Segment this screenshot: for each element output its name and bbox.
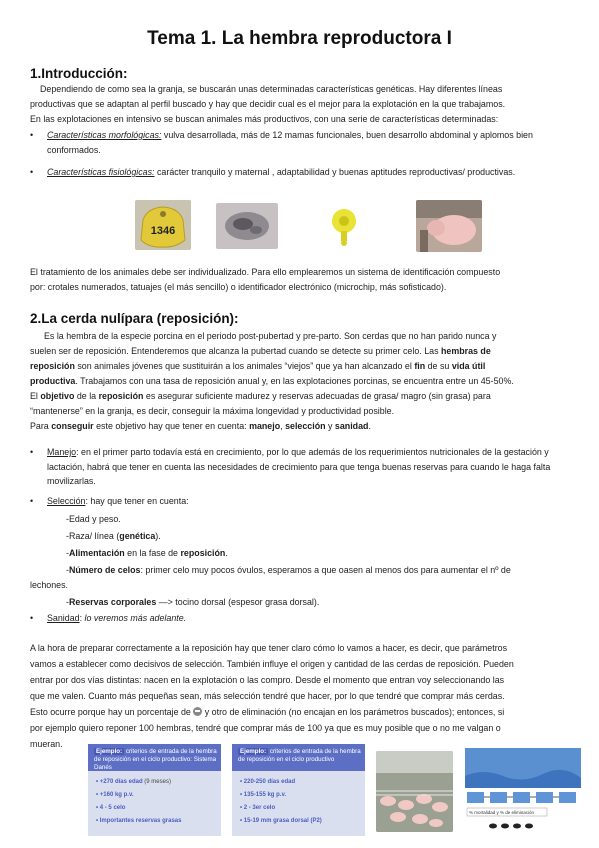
bullet-dot: • xyxy=(30,167,34,177)
term-fisiologicas: Características fisiológicas: xyxy=(47,167,155,177)
card-criterion: • 15-19 mm grasa dorsal (P2) xyxy=(240,818,322,824)
card-tag: Ejemplo: xyxy=(96,748,123,755)
bullet-dot: • xyxy=(30,496,34,506)
s2-line-1: Es la hembra de la especie porcina en el periodo post-pubertad y pre-parto. Son cerdas que no han parido nunca y xyxy=(44,331,497,341)
prep-line-4: que me valen. Cuanto más pequeñas sean, más selección tendré que hacer, por lo que tendré que comprar más cerdas. xyxy=(30,691,505,701)
card-criterion: • 135-155 kg p.v. xyxy=(240,792,287,798)
card-criterion: • Importantes reservas grasas xyxy=(96,818,182,824)
identification-line-1: El tratamiento de los animales debe ser individualizado. Para ello emplearemos un sistema de identificación compuesto xyxy=(30,267,501,277)
example-card-danish xyxy=(88,744,221,836)
sel-item-reservas: -Reservas corporales —> tocino dorsal (espesor grasa dorsal). xyxy=(66,597,320,607)
card-criterion: • +270 días edad (9 meses) xyxy=(96,779,171,785)
term-sanidad: Sanidad xyxy=(47,613,80,623)
bullet-dot: • xyxy=(30,613,34,623)
s2-line-6: “mantenerse” en la granja, es decir, conseguir la máxima longevidad y productividad posible. xyxy=(30,406,395,416)
card-heading: criterios de entrada de la hembra de reposición en el ciclo productivo xyxy=(238,748,361,763)
sel-item-celos-cont: lechones. xyxy=(30,580,68,590)
skull-icon xyxy=(193,707,202,716)
tattoo-photo xyxy=(216,203,278,249)
pig-photo xyxy=(416,200,482,252)
card-criteria-list xyxy=(240,776,322,828)
document-page: Tema 1. La hembra reproductora I 1.Introducción: Dependiendo de como sea la granja, se buscarán unas determinadas características genéticas. Hay diferentes líneas productivas que se adaptan al perfil buscado y hay que decidir cual es el mejor para la explotación en la que trabajamos. En las explotaciones en intensivo se buscan animales más productivos, con una serie de características determinadas: • Características morfológicas: vulva desarrollada, más de 12 mamas funcionales, buen desarrollo abdominal y aplomos bien conformados. • Características fisiológicas: carácter tranquilo y maternal , adaptabilidad y buenas aptitudes reproductivas/ productivas. 1346 El tratamiento de los animales debe ser individualizado. Para ello emplearemos un sistema de identificación compuesto por: crotales numerados, tatuajes (el más sencillo) o identificador electrónico (microchip, más sofisticado). 2.La cerda nulípara (reposición): Es la hembra de la especie porcina en el periodo post-pubertad y pre-parto. Son cerdas que no han parido nunca y suelen ser de reposición. Entenderemos que alcanza la pubertad cuando se detecte su primer celo. Las hembras de reposición son animales jóvenes que sustituirán a los animales “viejos” que ya han alcanzado el fin de su vida útil productiva. Trabajamos con una tasa de reposición anual y, en las explotaciones porcinas, se encuentra entre un 45-50%. El objetivo de la reposición es asegurar suficiente madurez y reservas adecuadas de grasa/ magro (sin grasa) para “mantenerse” en la granja, es decir, conseguir la máxima longevidad y productividad posible. Para conseguir este objetivo hay que tener en cuenta: manejo, selección y sanidad. • Manejo: en el primer parto todavía está en crecimiento, por lo que además de los requerimientos nutricionales de la gestación y lactación, habrá que tener en cuenta las necesidades de crecimiento para que tenga buenas reservas para cuando le haga falta movilizarlas. • Selección: hay que tener en cuenta: -Edad y peso. -Raza/ línea (genética). -Alimentación en la fase de reposición. -Número de celos: primer celo muy pocos óvulos, esperamos a que oasen al menos dos para aumentar el nº de lechones. -Reservas corporales —> tocino dorsal (espesor grasa dorsal). • Sanidad: lo veremos más adelante. A la hora de preparar correctamente a la reposición hay que tener claro cómo lo vamos a hacer, es decir, que parámetros vamos a establecer como decisivos de selección. También influye el origen y cantidad de las cerdas de reposición. Pueden entrar por dos vías distintas: nacen en la explotación o las compro. Desde el momento que entran voy seleccionando las que me valen. Cuanto más pequeñas sean, más selección tendré que hacer, por lo que tendré que comprar más cerdas. Esto ocurre porque hay un porcentaje de y otro de eliminación (no encajan en los parámetros buscados); entonces, si por ejemplo quiero reponer 100 hembras, tendré que comprar más de 100 ya que es muy posible que o no me valgan o mueran. Ejemplo: criterios de entrada de la hembra de reposición en el ciclo productivo: Sistema Danés • +270 días edad (9 meses) • +160 kg p.v. • 4 - 5 celo • Importantes reservas grasas Ejemplo: criterios de entrada de la hembra de reposición en el ciclo productivo • 220-250 días edad • 135-155 kg p.v. • 2 - 3er celo • 15-19 mm grasa dorsal (P2) % mortalidad y % de eliminación xyxy=(0,0,599,848)
text-fisiologicas: carácter tranquilo y maternal , adaptabilidad y buenas aptitudes reproductivas/ productivas. xyxy=(154,167,516,177)
page-title: Tema 1. La hembra reproductora I xyxy=(147,28,452,49)
ear-tag-photo xyxy=(135,200,191,250)
electronic-tag-photo xyxy=(322,203,366,247)
text-seleccion: : hay que tener en cuenta: xyxy=(85,496,189,506)
card-criterion: • +160 kg p.v. xyxy=(96,792,134,798)
term-seleccion: Selección xyxy=(47,496,86,506)
sel-item-edad: -Edad y peso. xyxy=(66,514,121,524)
card-tag: Ejemplo: xyxy=(240,748,267,755)
s2-line-7: Para conseguir este objetivo hay que tener en cuenta: manejo, selección y sanidad. xyxy=(30,421,371,431)
term-manejo: Manejo xyxy=(47,447,77,457)
s2-line-2: suelen ser de reposición. Entenderemos que alcanza la pubertad cuando se detecte su primer celo. Las hembras de xyxy=(30,346,491,356)
card-criterion: • 220-250 días edad xyxy=(240,779,296,785)
bullet-dot: • xyxy=(30,130,34,140)
term-morfologicas: Características morfológicas: xyxy=(47,130,162,140)
sel-item-alimentacion: -Alimentación en la fase de reposición. xyxy=(66,548,228,558)
replacement-flow-diagram xyxy=(463,746,583,834)
prep-line-1: A la hora de preparar correctamente a la reposición hay que tener claro cómo lo vamos a hacer, es decir, que parámetros xyxy=(30,643,508,653)
card-criterion: • 2 - 3er celo xyxy=(240,805,276,811)
s2-line-3: reposición son animales jóvenes que sustituirán a los animales “viejos” que ya han alcanzado el fin de su vida útil xyxy=(30,361,486,371)
s2-line-4: productiva. Trabajamos con una tasa de reposición anual y, en las explotaciones porcinas, se encuentra entre un 45-50%. xyxy=(30,376,514,386)
intro-line-3: En las explotaciones en intensivo se buscan animales más productivos, con una serie de características determinadas: xyxy=(30,114,499,124)
diagram-caption: % mortalidad y % de eliminación xyxy=(469,810,535,815)
section-1-heading: 1.Introducción: xyxy=(30,66,128,81)
intro-line-1: Dependiendo de como sea la granja, se buscarán unas determinadas características genéticas. Hay diferentes líneas xyxy=(40,84,503,94)
prep-line-5: Esto ocurre porque hay un porcentaje de y otro de eliminación (no encajan en los parámetros buscados); entonces, si xyxy=(30,707,505,717)
sel-item-celos: -Número de celos: primer celo muy pocos óvulos, esperamos a que oasen al menos dos para aumentar el nº de xyxy=(66,565,511,575)
text-manejo: : en el primer parto todavía está en crecimiento, por lo que además de los requerimientos nutricionales de la gestación y lactación, habrá que tener en cuenta las necesidades de crecimiento para que tenga buenas reservas para cuando le haga falta movilizarlas. xyxy=(47,447,551,487)
card-criterion: • 4 - 5 celo xyxy=(96,805,126,811)
barn-photo xyxy=(376,751,453,832)
section-2-heading: 2.La cerda nulípara (reposición): xyxy=(30,311,239,326)
s2-line-5: El objetivo de la reposición es asegurar suficiente madurez y reservas adecuadas de grasa/ magro (sin grasa) para xyxy=(30,391,491,401)
bullet-dot: • xyxy=(30,447,34,457)
prep-line-6: por ejemplo quiero reponer 100 hembras, tendré que comprar más de 100 ya que es muy posible que o no me valgan o xyxy=(30,723,501,733)
text-sanidad: lo veremos más adelante. xyxy=(84,613,187,623)
card-heading: criterios de entrada de la hembra de reposición en el ciclo productivo: Sistema Danés xyxy=(94,748,217,771)
prep-line-3: entrar por dos vías distintas: nacen en la explotación o las compro. Desde el momento que entran voy seleccionando las xyxy=(30,675,505,685)
sel-item-raza: -Raza/ línea (genética). xyxy=(66,531,161,541)
prep-line-2: vamos a establecer como decisivos de selección. También influye el origen y cantidad de las cerdas de reposición. Pueden xyxy=(30,659,514,669)
card-criteria-list xyxy=(96,776,181,828)
intro-line-2: productivas que se adaptan al perfil buscado y hay que decidir cual es el mejor para la explotación en la que trabajamos. xyxy=(30,99,506,109)
tag-number: 1346 xyxy=(150,225,176,237)
prep-line-7: mueran. xyxy=(30,739,63,749)
text-morfologicas: vulva desarrollada, más de 12 mamas funcionales, buen desarrollo abdominal y aplomos bien conformados. xyxy=(47,130,533,155)
identification-line-2: por: crotales numerados, tatuajes (el más sencillo) o identificador electrónico (microchip, más sofisticado). xyxy=(30,282,447,292)
example-card-generic xyxy=(232,744,365,836)
